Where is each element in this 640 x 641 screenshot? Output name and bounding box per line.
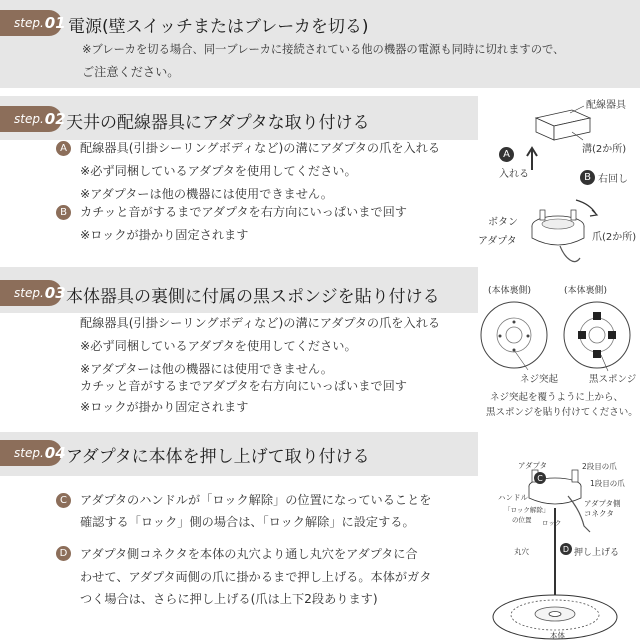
- step2-diagram-b-mark: B: [580, 170, 595, 185]
- step2-a-note1: ※必ず同梱しているアダプタを使用してください。: [80, 164, 357, 178]
- step2-diagram-mizo: 溝(2か所): [582, 144, 627, 155]
- step3-badge-num: 03: [44, 284, 66, 302]
- step3-line3: ※アダプターは他の機器には使用できません。: [80, 362, 333, 376]
- step3-right-caption: (本体裏側): [564, 286, 608, 296]
- step2-b-text: カチッと音がするまでアダプタを右方向にいっぱいまで回す: [80, 205, 407, 219]
- step4-c-mark: C: [56, 493, 71, 508]
- step3-line5: ※ロックが掛かり固定されます: [80, 400, 249, 414]
- step2-a-mark: A: [56, 141, 71, 156]
- step3-title: 本体器具の裏側に付属の黒スポンジを貼り付ける: [66, 287, 440, 307]
- step2-diagram-a-mark: A: [499, 147, 514, 162]
- step2-b-note: ※ロックが掛かり固定されます: [80, 228, 249, 242]
- step4-diagram-connector1: アダプタ側: [584, 499, 621, 508]
- step4-title: アダプタに本体を押し上げて取り付ける: [66, 447, 370, 467]
- step2-diagram-tsume: 爪(2か所): [592, 232, 637, 243]
- step3-line1: 配線器具(引掛シーリングボディなど)の溝にアダプタの爪を入れる: [80, 316, 441, 330]
- step4-diagram-position: の位置: [512, 516, 532, 524]
- step3-note2: 黒スポンジを貼り付けてください。: [486, 407, 638, 418]
- step2-a-note2: ※アダプターは他の機器には使用できません。: [80, 187, 333, 201]
- step4-d-mark: D: [56, 546, 71, 561]
- step3-line4: カチッと音がするまでアダプタを右方向にいっぱいまで回す: [80, 379, 407, 393]
- step3-badge: [0, 280, 66, 306]
- step4-diagram-lock: ロック: [542, 519, 562, 527]
- step1-note-line1: ※ブレーカを切る場合、同一ブレーカに接続されている他の機器の電源も同時に切れますので、: [82, 43, 565, 56]
- step4-badge-num: 04: [44, 444, 66, 462]
- step2-diagram-migimawashi: 右回し: [598, 174, 628, 185]
- step1-badge-prefix: step.: [14, 16, 44, 30]
- step3-neji: ネジ突起: [520, 374, 559, 385]
- step4-diagram-handle: ハンドル: [498, 493, 528, 502]
- step4-badge-prefix: step.: [14, 446, 44, 460]
- step3-diagram: [480, 295, 640, 375]
- step3-line2: ※必ず同梱しているアダプタを使用してください。: [80, 339, 357, 353]
- step1-note-line2: ご注意ください。: [82, 65, 180, 79]
- step2-diagram-adapter: アダプタ: [478, 236, 517, 247]
- step2-badge: [0, 106, 66, 132]
- step2-diagram-ireru: 入れる: [499, 169, 529, 180]
- step4-diagram-adapter: アダプタ: [518, 461, 547, 470]
- step4-diagram-lock-release: 「ロック解除」: [504, 506, 550, 514]
- step2-badge-prefix: step.: [14, 112, 44, 126]
- step2-diagram-haisen: 配線器具: [586, 100, 626, 111]
- step4-diagram-d-mark: D: [560, 543, 572, 555]
- step3-left-caption: (本体裏側): [488, 286, 532, 296]
- step3-badge-prefix: step.: [14, 286, 44, 300]
- step2-badge-num: 02: [44, 110, 66, 128]
- step4-diagram-tsume2: 2段目の爪: [582, 462, 617, 471]
- step4-d-line1: アダプタ側コネクタを本体の丸穴より通し丸穴をアダプタに合: [80, 547, 418, 561]
- step4-diagram-maruana: 丸穴: [514, 547, 529, 556]
- step1-title: 電源(壁スイッチまたはブレーカを切る): [68, 17, 369, 37]
- step4-d-line2: わせて、アダプタ両側の爪に掛かるまで押し上げる。本体がガタ: [80, 570, 432, 584]
- step4-diagram-hontai: 本体: [550, 631, 565, 640]
- step3-sponge: 黒スポンジ: [589, 374, 637, 385]
- step4-badge: [0, 440, 66, 466]
- step4-diagram-connector2: コネクタ: [584, 509, 614, 518]
- step4-c-line2: 確認する「ロック」側の場合は、「ロック解除」に設定する。: [80, 515, 415, 529]
- step4-c-line1: アダプタのハンドルが「ロック解除」の位置になっていることを: [80, 493, 432, 507]
- step4-diagram-c-mark: C: [534, 472, 546, 484]
- step2-title: 天井の配線器具にアダプタな取り付ける: [66, 113, 370, 133]
- step2-b-mark: B: [56, 205, 71, 220]
- step2-diagram-botan: ボタン: [488, 217, 518, 228]
- step3-note1: ネジ突起を覆うように上から、: [490, 392, 624, 403]
- step4-d-line3: つく場合は、さらに押し上げる(爪は上下2段あります): [80, 592, 378, 606]
- step4-diagram-tsume1: 1段目の爪: [590, 479, 625, 488]
- step2-a-text: 配線器具(引掛シーリングボディなど)の溝にアダプタの爪を入れる: [80, 141, 441, 155]
- step1-badge-num: 01: [44, 14, 66, 32]
- step1-badge: [0, 10, 66, 36]
- step4-diagram-oshiageru: 押し上げる: [574, 548, 620, 558]
